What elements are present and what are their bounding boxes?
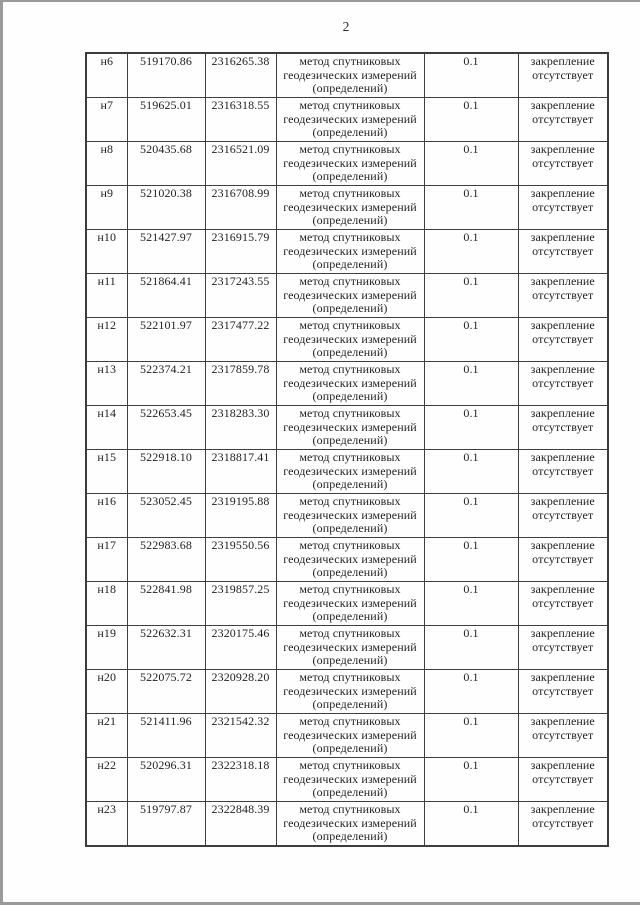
method-cell: метод спутниковых геодезических измерений (определений) [276, 494, 424, 538]
marking-cell: закрепление отсутствует [518, 406, 608, 450]
method-cell: метод спутниковых геодезических измерений (определений) [276, 538, 424, 582]
coordinate-x-cell: 519170.86 [127, 53, 205, 98]
marking-cell: закрепление отсутствует [518, 538, 608, 582]
marking-cell: закрепление отсутствует [518, 714, 608, 758]
precision-cell: 0.1 [424, 230, 518, 274]
coordinate-y-cell: 2319195.88 [205, 494, 276, 538]
point-name-cell: н21 [86, 714, 127, 758]
table-row [86, 714, 608, 758]
point-name-cell: н20 [86, 670, 127, 714]
coordinate-x-cell: 521427.97 [127, 230, 205, 274]
method-cell: метод спутниковых геодезических измерений (определений) [276, 406, 424, 450]
table-row [86, 98, 608, 142]
method-cell: метод спутниковых геодезических измерений (определений) [276, 670, 424, 714]
precision-cell: 0.1 [424, 802, 518, 847]
coordinate-y-cell: 2316521.09 [205, 142, 276, 186]
coordinate-y-cell: 2322848.39 [205, 802, 276, 847]
marking-cell: закрепление отсутствует [518, 802, 608, 847]
scan-edge-left [0, 0, 3, 905]
precision-cell: 0.1 [424, 670, 518, 714]
precision-cell: 0.1 [424, 362, 518, 406]
table-row [86, 626, 608, 670]
coordinate-x-cell: 520435.68 [127, 142, 205, 186]
point-name-cell: н16 [86, 494, 127, 538]
table-row [86, 538, 608, 582]
coordinate-y-cell: 2322318.18 [205, 758, 276, 802]
table-row [86, 802, 608, 847]
table-row [86, 450, 608, 494]
point-name-cell: н13 [86, 362, 127, 406]
coordinate-y-cell: 2318283.30 [205, 406, 276, 450]
precision-cell: 0.1 [424, 53, 518, 98]
coordinates-table [85, 52, 609, 847]
table-row [86, 318, 608, 362]
precision-cell: 0.1 [424, 98, 518, 142]
marking-cell: закрепление отсутствует [518, 230, 608, 274]
coordinate-x-cell: 521411.96 [127, 714, 205, 758]
scan-edge-top [0, 0, 640, 2]
precision-cell: 0.1 [424, 494, 518, 538]
table-row [86, 142, 608, 186]
method-cell: метод спутниковых геодезических измерений (определений) [276, 318, 424, 362]
coordinate-y-cell: 2316265.38 [205, 53, 276, 98]
point-name-cell: н7 [86, 98, 127, 142]
point-name-cell: н8 [86, 142, 127, 186]
coordinate-x-cell: 520296.31 [127, 758, 205, 802]
point-name-cell: н18 [86, 582, 127, 626]
coordinate-x-cell: 519797.87 [127, 802, 205, 847]
coordinate-x-cell: 522653.45 [127, 406, 205, 450]
method-cell: метод спутниковых геодезических измерений (определений) [276, 626, 424, 670]
page-number: 2 [342, 19, 350, 34]
precision-cell: 0.1 [424, 318, 518, 362]
method-cell: метод спутниковых геодезических измерений (определений) [276, 362, 424, 406]
marking-cell: закрепление отсутствует [518, 582, 608, 626]
coordinate-x-cell: 522374.21 [127, 362, 205, 406]
table-row [86, 670, 608, 714]
coordinate-y-cell: 2321542.32 [205, 714, 276, 758]
marking-cell: закрепление отсутствует [518, 758, 608, 802]
point-name-cell: н11 [86, 274, 127, 318]
coordinate-x-cell: 522841.98 [127, 582, 205, 626]
coordinate-y-cell: 2316915.79 [205, 230, 276, 274]
precision-cell: 0.1 [424, 186, 518, 230]
marking-cell: закрепление отсутствует [518, 626, 608, 670]
coordinate-y-cell: 2319550.56 [205, 538, 276, 582]
marking-cell: закрепление отсутствует [518, 450, 608, 494]
marking-cell: закрепление отсутствует [518, 53, 608, 98]
point-name-cell: н10 [86, 230, 127, 274]
precision-cell: 0.1 [424, 274, 518, 318]
point-name-cell: н17 [86, 538, 127, 582]
point-name-cell: н22 [86, 758, 127, 802]
point-name-cell: н6 [86, 53, 127, 98]
table-row [86, 230, 608, 274]
method-cell: метод спутниковых геодезических измерений (определений) [276, 186, 424, 230]
point-name-cell: н14 [86, 406, 127, 450]
coordinate-y-cell: 2320175.46 [205, 626, 276, 670]
marking-cell: закрепление отсутствует [518, 318, 608, 362]
coordinate-y-cell: 2318817.41 [205, 450, 276, 494]
table-row [86, 362, 608, 406]
point-name-cell: н9 [86, 186, 127, 230]
precision-cell: 0.1 [424, 538, 518, 582]
precision-cell: 0.1 [424, 626, 518, 670]
method-cell: метод спутниковых геодезических измерений (определений) [276, 582, 424, 626]
coordinate-y-cell: 2317859.78 [205, 362, 276, 406]
marking-cell: закрепление отсутствует [518, 274, 608, 318]
coordinate-x-cell: 522918.10 [127, 450, 205, 494]
coordinate-x-cell: 523052.45 [127, 494, 205, 538]
marking-cell: закрепление отсутствует [518, 142, 608, 186]
table-row [86, 758, 608, 802]
precision-cell: 0.1 [424, 714, 518, 758]
point-name-cell: н12 [86, 318, 127, 362]
coordinate-x-cell: 522075.72 [127, 670, 205, 714]
precision-cell: 0.1 [424, 142, 518, 186]
coordinate-x-cell: 519625.01 [127, 98, 205, 142]
table-row [86, 494, 608, 538]
point-name-cell: н15 [86, 450, 127, 494]
table-row [86, 186, 608, 230]
marking-cell: закрепление отсутствует [518, 494, 608, 538]
coordinate-x-cell: 522632.31 [127, 626, 205, 670]
method-cell: метод спутниковых геодезических измерений (определений) [276, 758, 424, 802]
table-row [86, 53, 608, 98]
method-cell: метод спутниковых геодезических измерений (определений) [276, 142, 424, 186]
coordinate-x-cell: 521020.38 [127, 186, 205, 230]
method-cell: метод спутниковых геодезических измерений (определений) [276, 802, 424, 847]
marking-cell: закрепление отсутствует [518, 670, 608, 714]
coordinate-y-cell: 2317477.22 [205, 318, 276, 362]
coordinate-y-cell: 2316708.99 [205, 186, 276, 230]
coordinate-x-cell: 522983.68 [127, 538, 205, 582]
method-cell: метод спутниковых геодезических измерений (определений) [276, 98, 424, 142]
table-row [86, 582, 608, 626]
marking-cell: закрепление отсутствует [518, 362, 608, 406]
precision-cell: 0.1 [424, 450, 518, 494]
marking-cell: закрепление отсутствует [518, 186, 608, 230]
coordinate-y-cell: 2316318.55 [205, 98, 276, 142]
precision-cell: 0.1 [424, 582, 518, 626]
table-row [86, 406, 608, 450]
coordinate-x-cell: 521864.41 [127, 274, 205, 318]
marking-cell: закрепление отсутствует [518, 98, 608, 142]
precision-cell: 0.1 [424, 758, 518, 802]
method-cell: метод спутниковых геодезических измерений (определений) [276, 450, 424, 494]
method-cell: метод спутниковых геодезических измерений (определений) [276, 53, 424, 98]
coordinate-y-cell: 2320928.20 [205, 670, 276, 714]
point-name-cell: н19 [86, 626, 127, 670]
method-cell: метод спутниковых геодезических измерений (определений) [276, 230, 424, 274]
coordinate-y-cell: 2317243.55 [205, 274, 276, 318]
coordinate-x-cell: 522101.97 [127, 318, 205, 362]
method-cell: метод спутниковых геодезических измерений (определений) [276, 714, 424, 758]
point-name-cell: н23 [86, 802, 127, 847]
precision-cell: 0.1 [424, 406, 518, 450]
method-cell: метод спутниковых геодезических измерений (определений) [276, 274, 424, 318]
table-row [86, 274, 608, 318]
coordinate-y-cell: 2319857.25 [205, 582, 276, 626]
